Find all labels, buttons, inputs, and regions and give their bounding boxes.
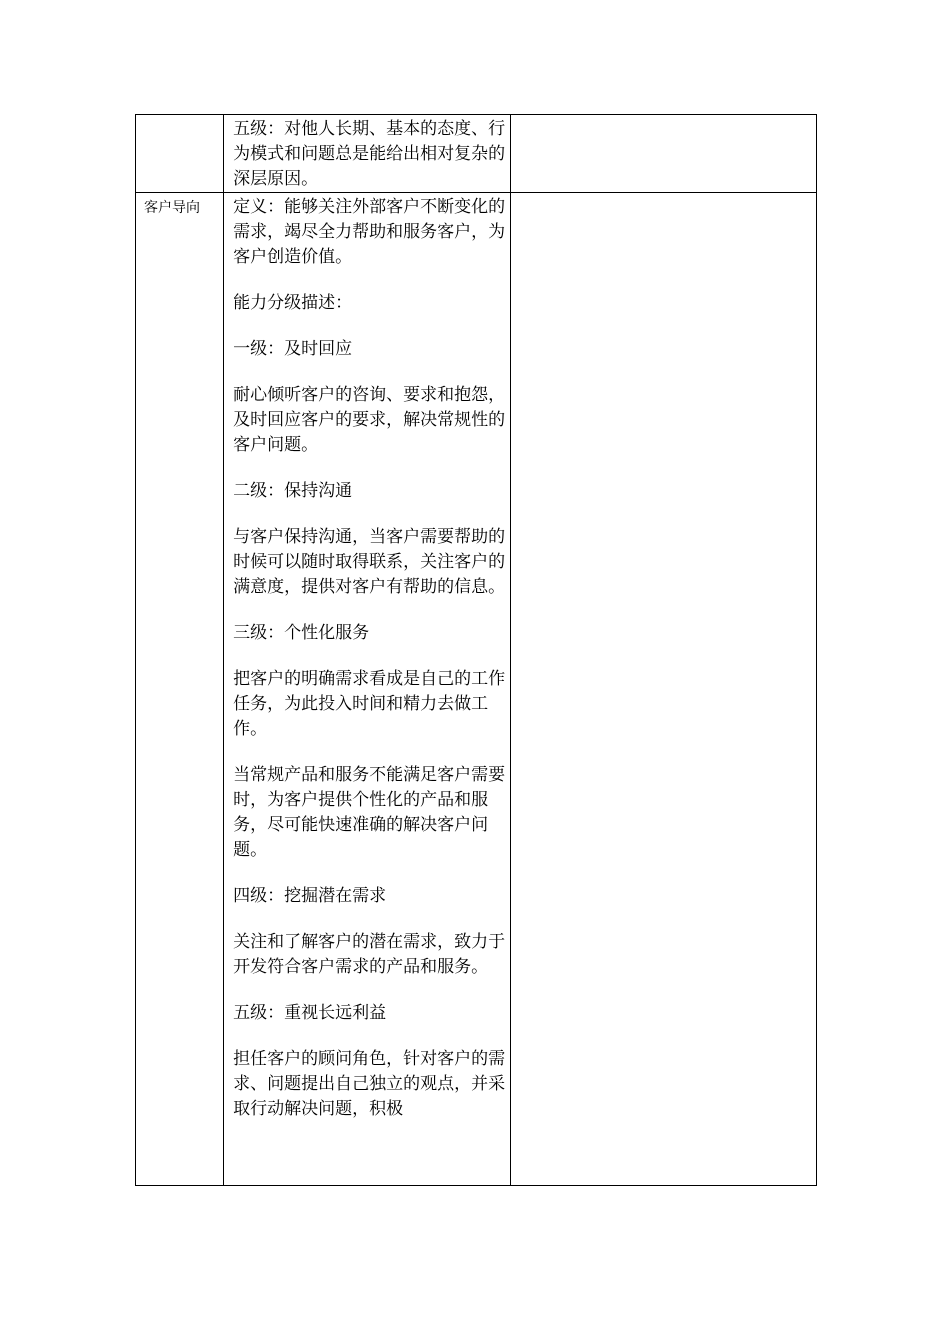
level-5-text: 担任客户的顾问角色，针对客户的需求、问题提出自己独立的观点，并采取行动解决问题，积极 [233,1049,506,1119]
level-2-heading: 二级：保持沟通 [233,481,353,501]
level-3-text-2: 当常规产品和服务不能满足客户需要时，为客户提供个性化的产品和服务，尽可能快速准确的解决客户问题。 [233,765,506,860]
table-row [136,115,817,193]
table-row [136,193,817,1186]
paragraph: 五级：对他人长期、基本的态度、行为模式和问题总是能给出相对复杂的深层原因。 [233,119,506,189]
description-cell [224,115,510,193]
levels-heading: 能力分级描述： [233,293,353,313]
empty-cell [510,193,816,1186]
definition-paragraph: 定义：能够关注外部客户不断变化的需求，竭尽全力帮助和服务客户，为客户创造价值。 [233,197,506,267]
competency-table [135,114,817,1186]
level-2-text: 与客户保持沟通，当客户需要帮助的时候可以随时取得联系，关注客户的满意度，提供对客户有帮助的信息。 [233,527,506,597]
category-cell: 客户导向 [136,193,224,1186]
level-3-text: 把客户的明确需求看成是自己的工作任务，为此投入时间和精力去做工作。 [233,669,506,739]
empty-cell [510,115,816,193]
level-1-text: 耐心倾听客户的咨询、要求和抱怨，及时回应客户的要求，解决常规性的客户问题。 [233,385,506,455]
level-3-heading: 三级：个性化服务 [233,623,370,643]
level-4-text: 关注和了解客户的潜在需求，致力于开发符合客户需求的产品和服务。 [233,932,506,977]
category-cell [136,115,224,193]
level-1-heading: 一级：及时回应 [233,339,353,359]
level-4-heading: 四级：挖掘潜在需求 [233,886,387,906]
level-5-heading: 五级：重视长远利益 [233,1003,387,1023]
description-cell [224,193,510,1186]
